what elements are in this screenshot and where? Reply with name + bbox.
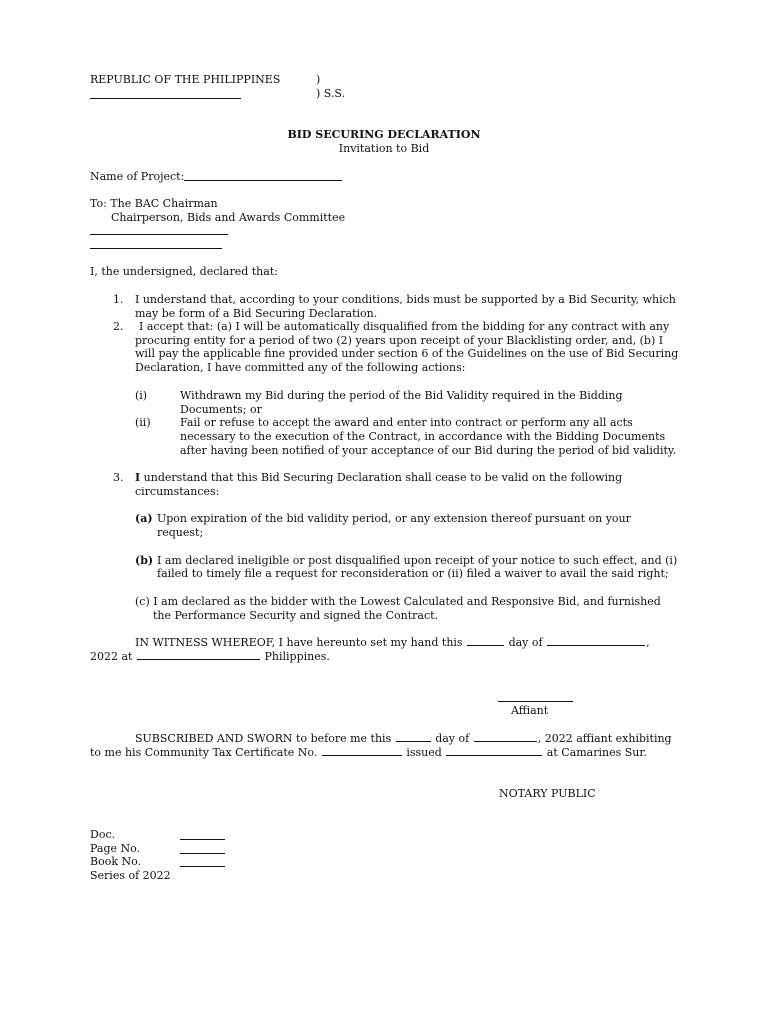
subitem-i-line-1: Withdrawn my Bid during the period of the Bid Validity required in the Bidding [180, 389, 623, 402]
subscribed-text-3: , 2022 affiant exhibiting [537, 732, 672, 745]
circumstance-a-label: (a) [135, 512, 153, 525]
address-blank-1 [90, 234, 228, 235]
circumstance-b-line-1: I am declared ineligible or post disqualified upon receipt of your notice to such effect, and (i) [157, 554, 678, 567]
ss-label: ) S.S. [316, 87, 346, 100]
subscribed-line-1 [135, 732, 672, 746]
item-3-line-1-text: understand that this Bid Securing Declaration shall cease to be valid on the following [140, 471, 623, 484]
witness-country-text: Philippines. [264, 650, 330, 663]
subitem-i-number: (i) [135, 389, 148, 402]
circumstance-c-line-1: (c) I am declared as the bidder with the Lowest Calculated and Responsive Bid, and furnished [135, 595, 661, 608]
item-2-line-2: procuring entity for a period of two (2) years upon receipt of your Blacklisting order, and, (b) I [135, 334, 664, 347]
witness-text-2: day of [508, 636, 543, 649]
intro-text: I, the undersigned, declared that: [90, 265, 278, 278]
subitem-ii-line-2: necessary to the execution of the Contract, in accordance with the Bidding Documents [180, 430, 666, 443]
affiant-label: Affiant [511, 704, 549, 717]
witness-day-blank [467, 644, 504, 646]
book-blank [180, 866, 225, 867]
notary-public-label: NOTARY PUBLIC [499, 787, 596, 800]
doc-blank [180, 839, 225, 840]
affiant-signature-line [498, 701, 573, 702]
ctc-date-blank [446, 754, 542, 756]
subscribed-text-6: at Camarines Sur. [546, 746, 647, 759]
subscribed-text-5: issued [406, 746, 442, 759]
venue-blank [90, 98, 241, 99]
item-1-line-1: I understand that, according to your conditions, bids must be supported by a Bid Security, which [135, 293, 676, 306]
item-2-number: 2. [113, 320, 124, 333]
circumstance-b-line-2: failed to timely file a request for reconsideration or (ii) filed a waiver to avail the said right; [157, 567, 669, 580]
circumstance-a-line-2: request; [157, 526, 204, 539]
witness-text-1: IN WITNESS WHEREOF, I have hereunto set my hand this [135, 636, 463, 649]
subscribed-month-blank [474, 740, 537, 742]
circumstance-b-label: (b) [135, 554, 154, 567]
ctc-number-blank [322, 754, 402, 756]
subscribed-line-2 [90, 746, 647, 760]
header-paren: ) [316, 73, 321, 86]
subscribed-text-1: SUBSCRIBED AND SWORN to before me this [135, 732, 392, 745]
subitem-ii-line-1: Fail or refuse to accept the award and enter into contract or perform any all acts [180, 416, 633, 429]
item-2-line-4: Declaration, I have committed any of the following actions: [135, 361, 466, 374]
witness-line-1 [135, 636, 650, 650]
doc-label: Doc. [90, 828, 116, 841]
document-title: BID SECURING DECLARATION [287, 128, 481, 141]
circumstance-a-line-1: Upon expiration of the bid validity period, or any extension thereof pursuant on your [157, 512, 631, 525]
item-1-number: 1. [113, 293, 124, 306]
document-subtitle: Invitation to Bid [338, 142, 430, 155]
subitem-i-line-2: Documents; or [180, 403, 262, 416]
series-label: Series of 2022 [90, 869, 171, 882]
subscribed-text-2: day of [435, 732, 470, 745]
circumstance-c-line-2: the Performance Security and signed the Contract. [153, 609, 439, 622]
item-3-bold-start: I [135, 471, 141, 484]
project-blank [184, 180, 342, 181]
subscribed-day-blank [396, 740, 431, 742]
subscribed-text-4: to me his Community Tax Certificate No. [90, 746, 318, 759]
project-label: Name of Project: [90, 170, 185, 183]
page-blank [180, 853, 225, 854]
item-2-line-3: will pay the applicable fine provided under section 6 of the Guidelines on the use of Bid Securing [135, 347, 679, 360]
witness-line-2 [90, 650, 330, 664]
book-label: Book No. [90, 855, 142, 868]
to-line-2: Chairperson, Bids and Awards Committee [111, 211, 346, 224]
witness-month-blank [547, 644, 645, 646]
witness-year-text: 2022 at [90, 650, 133, 663]
page-label: Page No. [90, 842, 141, 855]
witness-place-blank [137, 658, 260, 660]
item-3-line-1 [135, 471, 622, 485]
republic-label: REPUBLIC OF THE PHILIPPINES [90, 73, 281, 86]
address-blank-2 [90, 248, 222, 249]
item-3-number: 3. [113, 471, 124, 484]
item-3-line-2: circumstances: [135, 485, 220, 498]
item-1-line-2: may be form of a Bid Securing Declaration. [135, 307, 378, 320]
to-line-1: To: The BAC Chairman [90, 197, 218, 210]
witness-comma: , [646, 636, 650, 649]
subitem-ii-number: (ii) [135, 416, 151, 429]
item-2-line-1: I accept that: (a) I will be automatically disqualified from the bidding for any contract with any [139, 320, 670, 333]
subitem-ii-line-3: after having been notified of your acceptance of our Bid during the period of bid validity. [180, 444, 677, 457]
